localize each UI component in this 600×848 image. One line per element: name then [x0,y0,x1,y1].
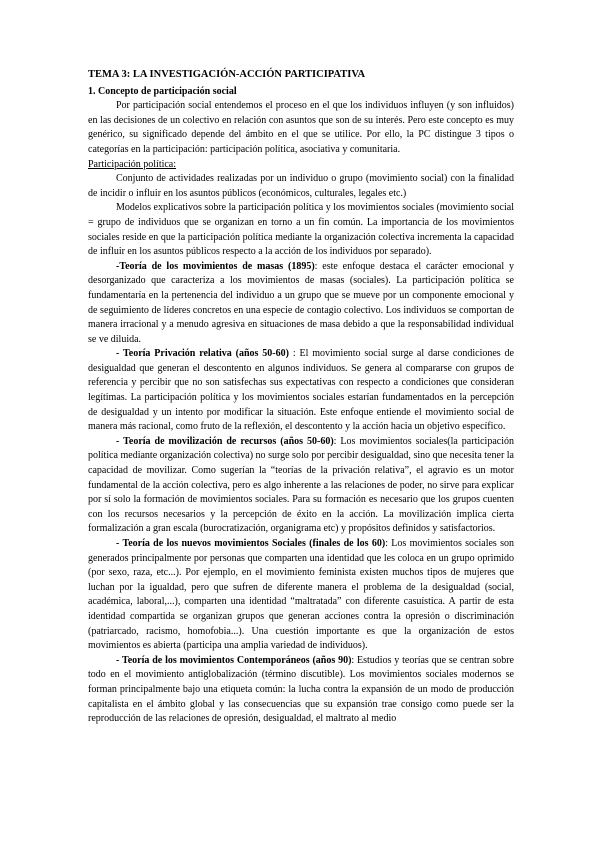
section-heading: 1. Concepto de participación social [88,85,237,97]
paragraph-definition: Conjunto de actividades realizadas por un individuo o grupo (movimiento social) con la finalidad de incidir o influir en los asuntos públicos (económicos, culturales, legales etc.) [88,173,514,199]
theory-masas [88,260,514,348]
theory-privacion-title: - Teoría Privación relativa (años 50-60) [116,348,289,360]
paragraph-intro: Por participación social entendemos el proceso en el que los individuos influyen (y son influidos) en las decisiones de un colectivo en relación con asuntos que son de su interés. Pero este concepto es muy genérico, su significado depende del ámbito en el que se utilice. Por ello, la PC distingue 3 tipos o categorías en la participación: participación política, asociativa y comunitaria. [88,100,514,155]
subheading-participacion-politica: Participación política: [88,158,177,170]
theory-masas-title: -Teoría de los movimientos de masas (1895) [116,260,315,272]
theory-nuevos [88,537,514,654]
theory-nuevos-title: - Teoría de los nuevos movimientos Sociales (finales de los 60) [116,538,386,549]
paragraph-models: Modelos explicativos sobre la participación política y los movimientos sociales (movimiento social = grupo de individuos que se organizan en torno a un fin común. La importancia de los movimientos sociales reside en que la participación política mediante la organización colectiva incrementa la capacidad de influir en los asuntos públicos respecto a la acción de los individuos por separado). [88,202,514,258]
theory-recursos-body: : Los movimientos sociales(la participación política mediante organización colectiva) no surge solo por percibir desigualdad, sino que necesita tener la capacidad de movilizar. Como sugerían la “teorías de la privación relativa”, el agravio es un motor fundamental de la acción colectiva, pero es algo inherente a las relaciones de poder, no sirve para explicar por sí solo la formación de movimientos sociales. Para su formación es necesario que los grupos cuenten con los recursos necesarios y la percepción de éxito en la acción. La movilización implica cierta formalización a gran escala (burocratización, organigrama etc) y propósitos definidos y satisfactorios. [88,435,514,535]
theory-contemporaneos-body: : Estudios y teorías que se centran sobre todo en el movimiento antiglobalización (término discutible). Los movimientos sociales modernos se forman principalmente bajo una etiqueta común: la lucha contra la expansión de un modo de producción capitalista en el ámbito global y las consecuencias que su expansión trae consigo como puede ser la reproducción de las relaciones de opresión, desigualdad, el maltrato al medio [88,654,514,725]
theory-recursos-title: - Teoría de movilización de recursos (años 50-60) [116,435,334,447]
document-title: TEMA 3: LA INVESTIGACIÓN-ACCIÓN PARTICIPATIVA [88,69,366,80]
theory-masas-body: : este enfoque destaca el carácter emocional y desorganizado que caracteriza a los movimientos de masas (sociales). La participación política se fundamentaría en la pertenencia del individuo a un grupo que se mueve por un componente emocional y de seguimiento de líderes concretos en una especie de contagio colectivo. Los individuos se comportan de manera irracional y a menudo agresiva en situaciones de masa debido a que la responsabilidad individual se ve diluida. [88,260,514,345]
theory-nuevos-body: : Los movimientos sociales son generados principalmente por personas que comparten una identidad que les coloca en un grupo oprimido (por sexo, raza, etc...). Por ejemplo, en el movimiento feminista existen muchos tipos de mujeres que luchan por la igualdad, pero que sufren de diferente manera el problema de la desigualdad (social, académica, laboral,...), comparten una identidad “maltratada” con diferente casuística. A partir de esta identidad compartida se organizan grupos que generan acciones contra la opresión o discriminación (patriarcado, racismo, homofobia...). Una cuestión importante es que la organización de estos movimientos es abierta (participa una amplia variedad de individuos). [88,538,515,652]
theory-recursos [88,435,514,537]
theory-privacion [88,347,514,435]
theory-contemporaneos [88,654,514,727]
theory-contemporaneos-title: - Teoría de los movimientos Contemporáneos (años 90) [116,654,352,666]
theory-privacion-body: : El movimiento social surge al darse condiciones de desigualdad que generan el descontento en algunos individuos. Se genera al compararse con grupos de referencia y percibir que no son satisfechas sus expectativas con respecto a condiciones que consideran legítimas. La participación política y los movimientos sociales estarían fundamentados en la percepción de desigualdad y un intento por modificar la situación. Este enfoque entiende el movimiento social de manera más racional, como fruto de la reflexión, el descontento y la acción hacia un objetivo específico. [88,348,514,433]
